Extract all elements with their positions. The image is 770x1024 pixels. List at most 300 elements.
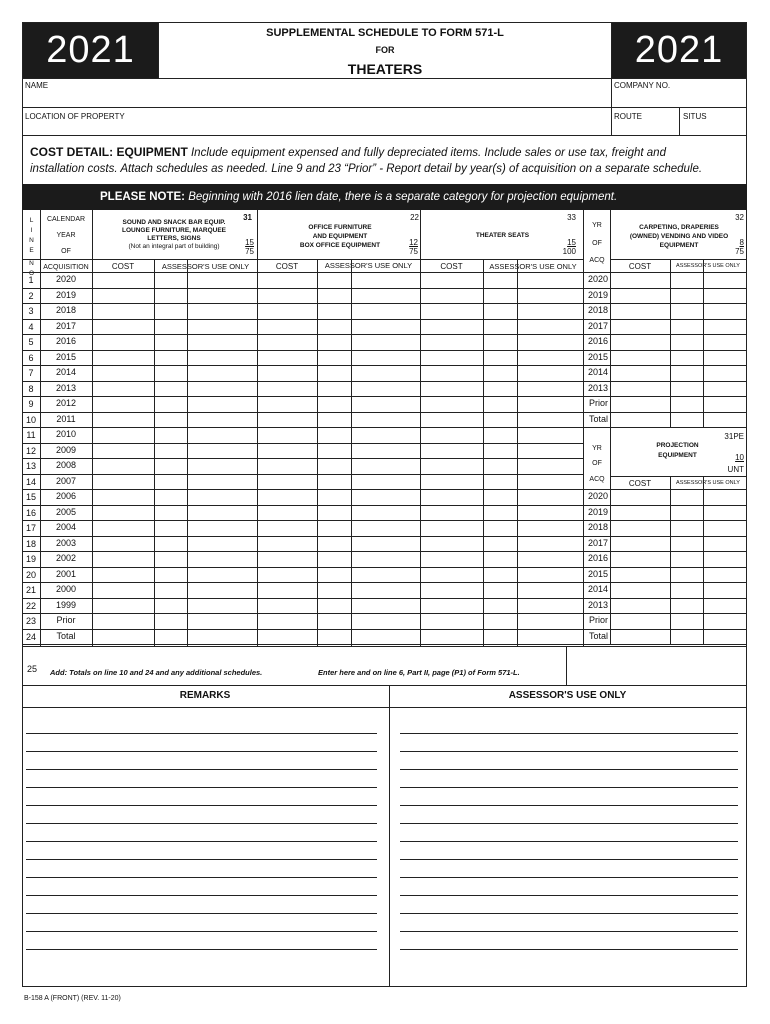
office-cost-input[interactable] [258,366,317,381]
name-field[interactable] [23,79,611,107]
sound-cost-input[interactable] [93,583,154,598]
sound-cost-input[interactable] [93,614,154,629]
sound-cost-input[interactable] [93,335,154,350]
seats-cost-input[interactable] [421,506,483,521]
sound-assessor-b[interactable] [188,475,257,490]
office-cost-input[interactable] [258,444,317,459]
sound-cost-input[interactable] [93,506,154,521]
office-cost-input[interactable] [258,537,317,552]
sound-cost-input[interactable] [93,521,154,536]
sound-cost-input[interactable] [93,382,154,397]
sound-assessor-a[interactable] [155,475,187,490]
projection-assessor-b[interactable] [704,583,746,598]
seats-assessor-a[interactable] [484,630,517,645]
office-assessor-a[interactable] [318,614,351,629]
sound-cost-input[interactable] [93,320,154,335]
seats-assessor-a[interactable] [484,490,517,505]
office-cost-input[interactable] [258,413,317,428]
seats-assessor-b[interactable] [518,475,583,490]
assessor-line [400,769,738,770]
office-assessor-b[interactable] [352,630,420,645]
seats-assessor-b[interactable] [518,630,583,645]
office-assessor-a[interactable] [318,335,351,350]
sound-assessor-a[interactable] [155,382,187,397]
projection-assessor-b[interactable] [704,599,746,614]
office-assessor-b[interactable] [352,304,420,319]
seats-cost-input[interactable] [421,521,483,536]
office-cost-input[interactable] [258,630,317,645]
office-assessor-a[interactable] [318,382,351,397]
projection-assessor-a[interactable] [671,537,703,552]
sound-assessor-b[interactable] [188,444,257,459]
projection-assessor-b[interactable] [704,630,746,645]
carpet-assessor-a[interactable] [671,382,703,397]
sound-assessor-a[interactable] [155,413,187,428]
sound-cost-input[interactable] [93,475,154,490]
seats-assessor-b[interactable] [518,335,583,350]
sound-cost-input[interactable] [93,552,154,567]
sound-assessor-b[interactable] [188,397,257,412]
projection-assessor-a[interactable] [671,490,703,505]
sound-assessor-b[interactable] [188,304,257,319]
office-assessor-b[interactable] [352,366,420,381]
carpet-assessor-a[interactable] [671,397,703,412]
office-cost-input[interactable] [258,521,317,536]
seats-assessor-b[interactable] [518,366,583,381]
office-cost-input[interactable] [258,320,317,335]
carpet-assessor-b[interactable] [704,397,746,412]
sound-cost-input[interactable] [93,444,154,459]
projection-cost-input[interactable] [611,583,670,598]
sound-cost-input[interactable] [93,568,154,583]
seats-cost-input[interactable] [421,614,483,629]
seats-cost-input[interactable] [421,289,483,304]
office-assessor-b[interactable] [352,289,420,304]
form-title-theaters: THEATERS [347,61,423,77]
carpet-code: 32 [735,213,744,222]
location-field[interactable] [23,108,611,135]
sound-cost-input[interactable] [93,413,154,428]
seats-cost-input[interactable] [421,552,483,567]
sound-assessor-b[interactable] [188,630,257,645]
sound-assessor-a[interactable] [155,599,187,614]
projection-assessor-a[interactable] [671,568,703,583]
seats-cost-input[interactable] [421,475,483,490]
seats-cost-input[interactable] [421,568,483,583]
office-cost-input[interactable] [258,273,317,288]
office-cost-input[interactable] [258,490,317,505]
office-assessor-b[interactable] [352,537,420,552]
office-assessor-a[interactable] [318,568,351,583]
seats-assessor-a[interactable] [484,583,517,598]
seats-assessor-b[interactable] [518,351,583,366]
carpet-cost-input[interactable] [611,397,670,412]
seats-cost-input[interactable] [421,428,483,443]
carpet-assessor-b[interactable] [704,289,746,304]
projection-subheader-rule [610,476,746,477]
office-assessor-a[interactable] [318,397,351,412]
sound-assessor-a[interactable] [155,537,187,552]
projection-assessor-b[interactable] [704,537,746,552]
seats-cost-input[interactable] [421,583,483,598]
sound-assessor-a[interactable] [155,614,187,629]
office-assessor-b[interactable] [352,599,420,614]
office-cost-input[interactable] [258,614,317,629]
line-number: 5 [28,337,34,347]
projection-assessor-a[interactable] [671,614,703,629]
projection-cost-input[interactable] [611,552,670,567]
situs-field[interactable] [680,108,746,135]
office-assessor-a[interactable] [318,537,351,552]
seats-assessor-b[interactable] [518,552,583,567]
sound-assessor-b[interactable] [188,583,257,598]
projection-cost-input[interactable] [611,630,670,645]
office-assessor-a[interactable] [318,320,351,335]
remarks-field[interactable] [23,708,388,986]
seats-cost-input[interactable] [421,397,483,412]
office-assessor-a[interactable] [318,475,351,490]
projection-assessor-b[interactable] [704,490,746,505]
seats-assessor-a[interactable] [484,335,517,350]
seats-assessor-a[interactable] [484,320,517,335]
seats-assessor-b[interactable] [518,521,583,536]
office-cost-input[interactable] [258,475,317,490]
seats-assessor-a[interactable] [484,413,517,428]
sound-assessor-b[interactable] [188,537,257,552]
sound-assessor-b[interactable] [188,459,257,474]
company-no-field[interactable] [612,79,746,107]
sound-assessor-a[interactable] [155,506,187,521]
seats-assessor-b[interactable] [518,428,583,443]
office-assessor-a[interactable] [318,366,351,381]
sound-assessor-b[interactable] [188,320,257,335]
projection-assessor-a[interactable] [671,583,703,598]
office-assessor-a[interactable] [318,630,351,645]
carpet-assessor-b[interactable] [704,320,746,335]
sound-cost-input[interactable] [93,289,154,304]
carpet-assessor-a[interactable] [671,304,703,319]
sound-assessor-b[interactable] [188,568,257,583]
office-cost-input[interactable] [258,351,317,366]
office-assessor-a[interactable] [318,552,351,567]
office-assessor-b[interactable] [352,413,420,428]
carpet-cost-input[interactable] [611,382,670,397]
seats-assessor-a[interactable] [484,428,517,443]
seats-assessor-a[interactable] [484,614,517,629]
sound-cost-input[interactable] [93,599,154,614]
remarks-line [26,787,377,788]
projection-assessor-a[interactable] [671,599,703,614]
sound-assessor-a[interactable] [155,630,187,645]
line-number: 22 [25,601,36,611]
seats-assessor-b[interactable] [518,506,583,521]
seats-assessor-b[interactable] [518,289,583,304]
office-assessor-a[interactable] [318,459,351,474]
seats-cost-input[interactable] [421,444,483,459]
seats-assessor-a[interactable] [484,568,517,583]
sound-assessor-b[interactable] [188,366,257,381]
office-cost-input[interactable] [258,506,317,521]
office-assessor-a[interactable] [318,490,351,505]
seats-cost-input[interactable] [421,413,483,428]
line-number: 10 [25,415,36,425]
office-assessor-b[interactable] [352,382,420,397]
office-assessor-b[interactable] [352,552,420,567]
office-assessor-b[interactable] [352,583,420,598]
sound-assessor-b[interactable] [188,382,257,397]
carpet-assessor-b[interactable] [704,304,746,319]
acquisition-year: 2008 [55,460,77,470]
office-assessor-a[interactable] [318,351,351,366]
office-assessor-a[interactable] [318,444,351,459]
office-assessor-b[interactable] [352,351,420,366]
projection-assessor-a[interactable] [671,552,703,567]
office-assessor-a[interactable] [318,413,351,428]
carpet-assessor-b[interactable] [704,335,746,350]
office-cost-input[interactable] [258,335,317,350]
carpet-year: 2018 [587,305,608,315]
office-cost-input[interactable] [258,552,317,567]
seats-assessor-a[interactable] [484,351,517,366]
sound-cost-input[interactable] [93,366,154,381]
projection-cost-input[interactable] [611,490,670,505]
sound-cost-input[interactable] [93,459,154,474]
acquisition-year: 2014 [55,367,77,377]
sound-assessor-a[interactable] [155,366,187,381]
sound-assessor-b[interactable] [188,428,257,443]
sound-assessor-a[interactable] [155,552,187,567]
carpet-cost-input[interactable] [611,351,670,366]
sound-assessor-b[interactable] [188,614,257,629]
sound-assessor-a[interactable] [155,521,187,536]
sound-assessor-a[interactable] [155,320,187,335]
sound-assessor-b[interactable] [188,351,257,366]
office-cost-input[interactable] [258,459,317,474]
office-assessor-b[interactable] [352,506,420,521]
seats-assessor-b[interactable] [518,459,583,474]
sound-cost-input[interactable] [93,351,154,366]
seats-cost-input[interactable] [421,273,483,288]
sound-cost-input[interactable] [93,304,154,319]
carpet-cost-input[interactable] [611,304,670,319]
seats-assessor-b[interactable] [518,490,583,505]
sound-assessor-a[interactable] [155,289,187,304]
office-assessor-b[interactable] [352,614,420,629]
seats-assessor-a[interactable] [484,599,517,614]
carpet-assessor-a[interactable] [671,413,703,428]
sound-assessor-b[interactable] [188,289,257,304]
seats-cost-input[interactable] [421,599,483,614]
seats-cost-input[interactable] [421,630,483,645]
office-assessor-b[interactable] [352,320,420,335]
seats-assessor-a[interactable] [484,444,517,459]
office-assessor-a[interactable] [318,506,351,521]
seats-assessor-a[interactable] [484,289,517,304]
projection-cost-input[interactable] [611,506,670,521]
projection-cost-input[interactable] [611,521,670,536]
seats-assessor-b[interactable] [518,304,583,319]
sound-cost-input[interactable] [93,537,154,552]
office-assessor-b[interactable] [352,273,420,288]
seats-cost-input[interactable] [421,490,483,505]
carpet-cost-input[interactable] [611,366,670,381]
seats-assessor-b[interactable] [518,599,583,614]
sound-assessor-a[interactable] [155,397,187,412]
projection-assessor-a[interactable] [671,630,703,645]
carpet-cost-input[interactable] [611,273,670,288]
projection-year: Total [588,631,608,641]
carpet-assessor-a[interactable] [671,273,703,288]
sound-assessor-a[interactable] [155,568,187,583]
seats-cost-input[interactable] [421,459,483,474]
office-cost-input[interactable] [258,397,317,412]
seats-cost-input[interactable] [421,304,483,319]
sound-assessor-b[interactable] [188,335,257,350]
seats-assessor-b[interactable] [518,273,583,288]
projection-assessor-b[interactable] [704,568,746,583]
projection-assessor-b[interactable] [704,552,746,567]
seats-assessor-a[interactable] [484,273,517,288]
seats-assessor-a[interactable] [484,537,517,552]
projection-cost-input[interactable] [611,599,670,614]
office-assessor-a[interactable] [318,273,351,288]
office-cost-input[interactable] [258,428,317,443]
office-assessor-a[interactable] [318,428,351,443]
sound-assessor-b[interactable] [188,552,257,567]
seats-assessor-a[interactable] [484,459,517,474]
carpet-assessor-a[interactable] [671,289,703,304]
seats-assessor-b[interactable] [518,537,583,552]
office-assessor-a[interactable] [318,583,351,598]
seats-cost-input[interactable] [421,351,483,366]
carpet-assessor-a[interactable] [671,366,703,381]
sound-assessor-a[interactable] [155,444,187,459]
sound-assessor-a[interactable] [155,583,187,598]
sound-assessor-b[interactable] [188,490,257,505]
carpet-cost-input[interactable] [611,320,670,335]
acquisition-year: 2004 [55,522,77,532]
carpet-assessor-a[interactable] [671,351,703,366]
sound-assessor-b[interactable] [188,506,257,521]
sound-cost-input[interactable] [93,428,154,443]
office-assessor-b[interactable] [352,335,420,350]
projection-assessor-a[interactable] [671,506,703,521]
seats-assessor-b[interactable] [518,382,583,397]
carpet-assessor-a[interactable] [671,335,703,350]
sound-assessor-a[interactable] [155,335,187,350]
carpet-cost-input[interactable] [611,413,670,428]
carpet-assessor-b[interactable] [704,413,746,428]
sound-cost-input[interactable] [93,630,154,645]
seats-cost-input[interactable] [421,335,483,350]
line25-total-field[interactable] [566,646,746,684]
office-cost-input[interactable] [258,599,317,614]
sound-assessor-b[interactable] [188,521,257,536]
seats-assessor-b[interactable] [518,320,583,335]
seats-cost-input[interactable] [421,382,483,397]
seats-assessor-a[interactable] [484,366,517,381]
projection-assessor-b[interactable] [704,506,746,521]
acquisition-year: 2009 [55,445,77,455]
office-assessor-a[interactable] [318,599,351,614]
sound-assessor-b[interactable] [188,599,257,614]
carpet-cost-input[interactable] [611,335,670,350]
seats-assessor-a[interactable] [484,506,517,521]
seats-assessor-a[interactable] [484,521,517,536]
office-cost-input[interactable] [258,568,317,583]
sound-assessor-a[interactable] [155,459,187,474]
calendar-year-header: CALENDAR YEAR OF ACQUISITION [43,216,89,271]
seats-assessor-a[interactable] [484,304,517,319]
carpet-assessor-b[interactable] [704,366,746,381]
projection-cost-input[interactable] [611,537,670,552]
seats-assessor-b[interactable] [518,568,583,583]
office-assessor-b[interactable] [352,444,420,459]
seats-assessor-a[interactable] [484,382,517,397]
acquisition-year: 2011 [56,414,76,424]
sound-cost-input[interactable] [93,273,154,288]
projection-cost-input[interactable] [611,568,670,583]
seats-assessor-a[interactable] [484,552,517,567]
office-assessor-a[interactable] [318,521,351,536]
office-assessor-b[interactable] [352,521,420,536]
carpet-cost-input[interactable] [611,289,670,304]
sound-cost-input[interactable] [93,490,154,505]
office-assessor-b[interactable] [352,475,420,490]
projection-assessor-b[interactable] [704,614,746,629]
route-field[interactable] [612,108,679,135]
sound-assessor-a[interactable] [155,273,187,288]
carpet-assessor-b[interactable] [704,382,746,397]
sound-assessor-a[interactable] [155,351,187,366]
office-assessor-b[interactable] [352,428,420,443]
projection-cost-input[interactable] [611,614,670,629]
office-assessor-a[interactable] [318,289,351,304]
seats-assessor-b[interactable] [518,397,583,412]
sound-assessor-b[interactable] [188,273,257,288]
projection-assessor-b[interactable] [704,521,746,536]
office-cost-input[interactable] [258,304,317,319]
seats-assessor-a[interactable] [484,475,517,490]
office-cost-input[interactable] [258,289,317,304]
seats-assessor-a[interactable] [484,397,517,412]
office-assessor-b[interactable] [352,397,420,412]
office-assessor-a[interactable] [318,304,351,319]
seats-assessor-b[interactable] [518,583,583,598]
carpet-assessor-a[interactable] [671,320,703,335]
office-assessor-b[interactable] [352,459,420,474]
sound-assessor-b[interactable] [188,413,257,428]
seats-assessor-b[interactable] [518,444,583,459]
office-cost-input[interactable] [258,583,317,598]
carpet-assessor-b[interactable] [704,351,746,366]
office-assessor-b[interactable] [352,568,420,583]
office-assessor-b[interactable] [352,490,420,505]
seats-assessor-b[interactable] [518,413,583,428]
office-cost-input[interactable] [258,382,317,397]
seats-assessor-b[interactable] [518,614,583,629]
seats-cost-input[interactable] [421,320,483,335]
seats-cost-input[interactable] [421,537,483,552]
line-number: 21 [25,585,36,595]
sound-assessor-a[interactable] [155,304,187,319]
seats-cost-input[interactable] [421,366,483,381]
sound-assessor-a[interactable] [155,428,187,443]
sound-cost-input[interactable] [93,397,154,412]
carpet-assessor-b[interactable] [704,273,746,288]
sound-assessor-a[interactable] [155,490,187,505]
projection-assessor-a[interactable] [671,521,703,536]
